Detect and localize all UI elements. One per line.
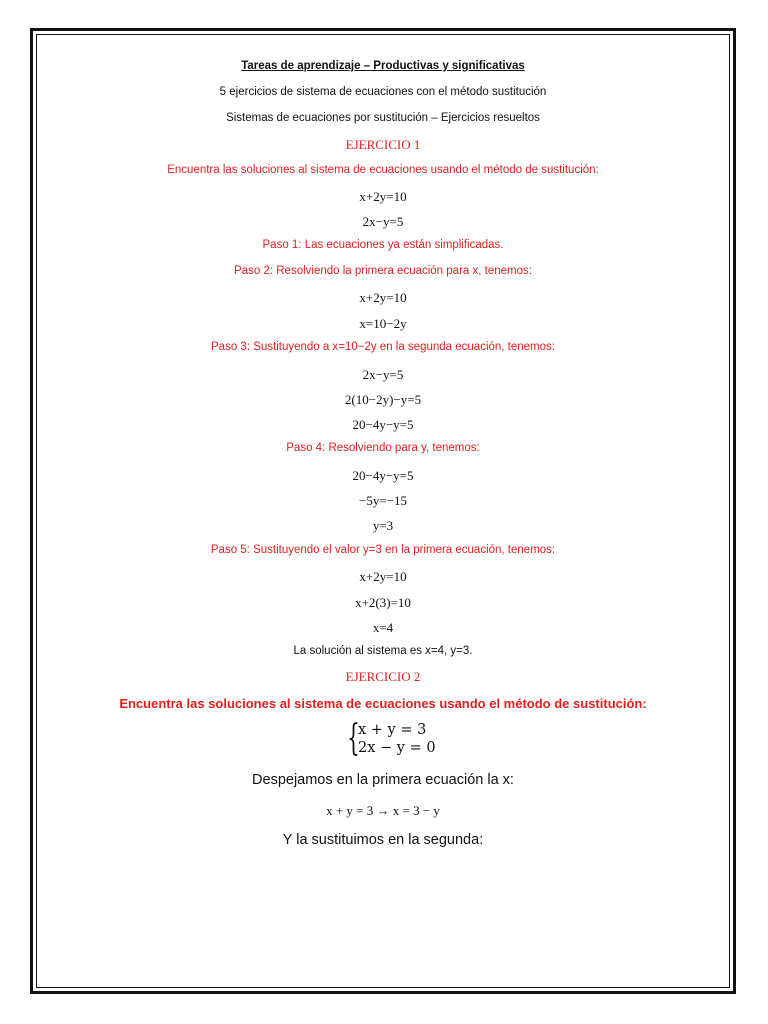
step-3-line: 2x−y=5	[362, 367, 404, 382]
step-5-line: x+2y=10	[359, 569, 407, 584]
equation-system	[40, 718, 726, 762]
document-subtitle-2: Sistemas de ecuaciones por sustitución – Ejercicios resueltos	[226, 112, 540, 124]
step-1: Paso 1: Las ecuaciones ya están simplificadas.	[262, 239, 504, 251]
document-subtitle: 5 ejercicios de sistema de ecuaciones con el método sustitución	[219, 86, 547, 98]
step-3-line: 2(10−2y)−y=5	[344, 392, 422, 407]
system-equation-1: x + y = 3	[358, 722, 427, 738]
document-title: Tareas de aprendizaje – Productivas y significativas	[241, 60, 525, 72]
step-3-line: 20−4y−y=5	[352, 417, 414, 432]
step-2-line: x+2y=10	[359, 290, 407, 305]
brace-symbol: {	[347, 718, 360, 759]
step-2-line: x=10−2y	[359, 316, 407, 331]
step-3: Paso 3: Sustituyendo a x=10−2y en la segunda ecuación, tenemos:	[211, 341, 555, 353]
exercise-2-text: Despejamos en la primera ecuación la x:	[252, 772, 514, 788]
system-equation-2: 2x − y = 0	[358, 740, 436, 756]
exercise-1-prompt: Encuentra las soluciones al sistema de ecuaciones usando el método de sustitución:	[167, 164, 599, 176]
step-5-line: x+2(3)=10	[355, 595, 411, 610]
step-5: Paso 5: Sustituyendo el valor y=3 en la primera ecuación, tenemos:	[210, 544, 556, 556]
exercise-1-heading: EJERCICIO 1	[345, 137, 421, 152]
exercise-1-equation-2: 2x−y=5	[362, 214, 404, 229]
step-4-line: y=3	[372, 518, 394, 533]
step-2: Paso 2: Resolviendo la primera ecuación para x, tenemos:	[234, 265, 532, 277]
exercise-2-equation: x + y = 3 → x = 3 − y	[326, 803, 440, 818]
step-4-line: 20−4y−y=5	[352, 468, 414, 483]
exercise-1-solution: La solución al sistema es x=4, y=3.	[293, 645, 473, 657]
exercise-2-prompt: Encuentra las soluciones al sistema de ecuaciones usando el método de sustitución:	[119, 696, 647, 711]
step-4: Paso 4: Resolviendo para y, tenemos:	[286, 442, 480, 454]
exercise-1-equation-1: x+2y=10	[359, 189, 407, 204]
exercise-2-text-2: Y la sustituimos en la segunda:	[282, 832, 484, 848]
step-5-line: x=4	[372, 620, 394, 635]
exercise-2-heading: EJERCICIO 2	[345, 669, 421, 684]
step-4-line: −5y=−15	[359, 493, 407, 508]
